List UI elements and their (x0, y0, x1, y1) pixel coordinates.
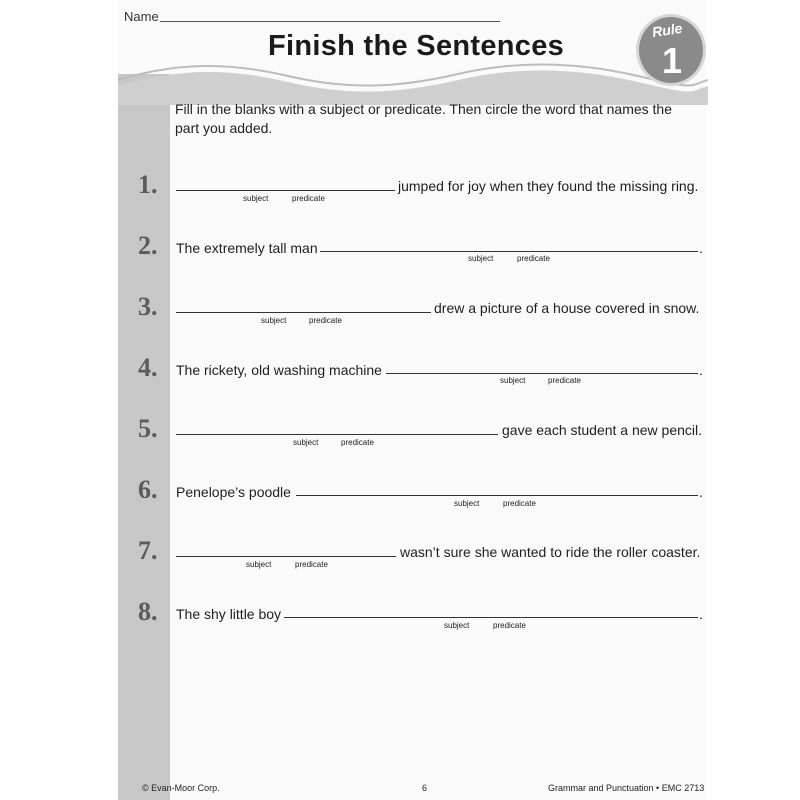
item-number: 5. (138, 414, 158, 443)
sentence-text: jumped for joy when they found the missing ring. (398, 178, 699, 194)
subject-label[interactable]: subject (293, 438, 319, 447)
predicate-label[interactable]: predicate (309, 316, 342, 325)
predicate-label[interactable]: predicate (295, 560, 328, 569)
subject-label[interactable]: subject (500, 376, 526, 385)
answer-blank[interactable] (176, 556, 396, 557)
rule-badge-number: 1 (662, 40, 683, 81)
sentence-text: Penelope’s poodle (176, 484, 291, 500)
item-number: 3. (138, 292, 158, 321)
name-label: Name (124, 9, 159, 24)
title-wave-decoration (118, 60, 708, 105)
item-number: 8. (138, 597, 158, 626)
subject-label[interactable]: subject (246, 560, 272, 569)
sentence-text: The rickety, old washing machine (176, 362, 382, 378)
item-number: 7. (138, 536, 158, 565)
name-write-line (160, 21, 500, 22)
answer-blank[interactable] (176, 190, 395, 191)
page-title: Finish the Sentences (268, 30, 565, 62)
footer-page-number: 6 (422, 783, 428, 793)
answer-blank[interactable] (320, 251, 698, 252)
item-number: 2. (138, 231, 158, 260)
predicate-label[interactable]: predicate (517, 254, 550, 263)
predicate-label[interactable]: predicate (548, 376, 581, 385)
subject-label[interactable]: subject (261, 316, 287, 325)
sentence-end: . (699, 484, 703, 500)
item-number: 6. (138, 475, 158, 504)
answer-blank[interactable] (176, 434, 498, 435)
footer-book-info: Grammar and Punctuation • EMC 2713 (548, 783, 705, 793)
subject-label[interactable]: subject (444, 621, 470, 630)
item-number: 1. (138, 170, 158, 199)
subject-label[interactable]: subject (468, 254, 494, 263)
predicate-label[interactable]: predicate (341, 438, 374, 447)
predicate-label[interactable]: predicate (292, 194, 325, 203)
item-number: 4. (138, 353, 158, 382)
answer-blank[interactable] (386, 373, 698, 374)
sentence-text: gave each student a new pencil. (502, 422, 703, 438)
answer-blank[interactable] (284, 617, 698, 618)
sentence-text: drew a picture of a house covered in snow. (434, 300, 700, 316)
instructions-text: Fill in the blanks with a subject or predicate. Then circle the word that names the part you added. (175, 101, 672, 136)
answer-blank[interactable] (176, 312, 431, 313)
subject-label[interactable]: subject (454, 499, 480, 508)
sentence-end: . (699, 606, 703, 622)
footer-copyright: © Evan-Moor Corp. (142, 783, 220, 793)
predicate-label[interactable]: predicate (503, 499, 536, 508)
sentence-end: . (699, 240, 703, 256)
answer-blank[interactable] (296, 495, 698, 496)
sentence-text: wasn’t sure she wanted to ride the roller coaster. (400, 544, 701, 560)
predicate-label[interactable]: predicate (493, 621, 526, 630)
subject-label[interactable]: subject (243, 194, 269, 203)
sentence-text: The extremely tall man (176, 240, 318, 256)
rule-badge-word: Rule (651, 19, 684, 41)
sentence-end: . (699, 362, 703, 378)
sentence-text: The shy little boy (176, 606, 282, 622)
